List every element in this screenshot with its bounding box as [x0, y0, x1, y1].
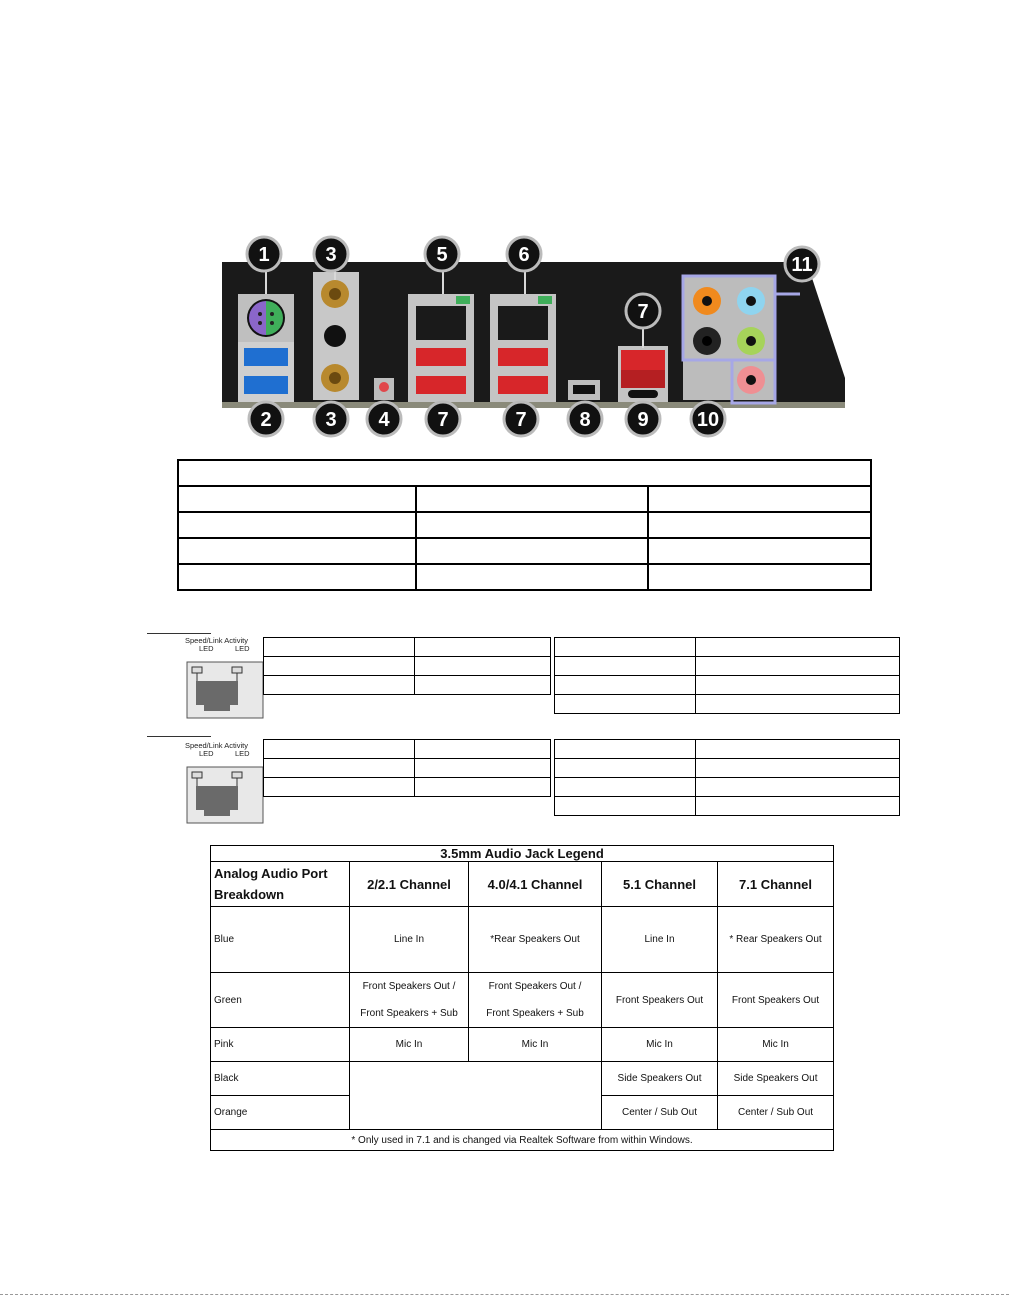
table-row	[264, 676, 551, 695]
table-cell	[555, 759, 696, 778]
table-cell	[648, 512, 871, 538]
led-caption-right: LED	[235, 749, 250, 758]
cell-line: Front Speakers Out /	[488, 981, 582, 992]
svg-text:6: 6	[518, 244, 530, 266]
legend-column-header: 5.1 Channel	[602, 862, 718, 907]
table-row	[555, 638, 900, 657]
callout-badge-8	[568, 402, 602, 436]
table-cell	[415, 676, 551, 695]
table-cell	[696, 657, 900, 676]
table-row	[555, 797, 900, 816]
table-cell: Side Speakers Out	[602, 1062, 718, 1096]
io-panel-illustration	[200, 230, 860, 445]
callout-badge-7-lan1	[426, 402, 460, 436]
table-cell	[555, 657, 696, 676]
table-cell: Mic In	[350, 1028, 469, 1062]
table-row	[555, 778, 900, 797]
table-cell	[696, 676, 900, 695]
table-row	[555, 657, 900, 676]
svg-text:9: 9	[637, 409, 649, 431]
table-cell	[416, 564, 648, 590]
led-divider-line	[147, 736, 211, 737]
table-cell	[696, 778, 900, 797]
table-cell: Front Speakers Out	[718, 973, 834, 1028]
table-cell	[648, 538, 871, 564]
table-row	[264, 657, 551, 676]
lan-port-2-stack	[490, 294, 556, 402]
callout-badge-6	[507, 237, 541, 271]
callout-badge-7-top	[626, 294, 660, 328]
table-cell	[416, 512, 648, 538]
led-activity-table-2b	[554, 739, 900, 816]
svg-text:3: 3	[325, 409, 337, 431]
table-cell	[415, 638, 551, 657]
ps2-port	[238, 294, 294, 342]
row-label-blue: Blue	[211, 907, 350, 973]
row-label-pink: Pink	[211, 1028, 350, 1062]
legend-title: 3.5mm Audio Jack Legend	[211, 846, 834, 862]
table-cell	[178, 564, 416, 590]
svg-text:5: 5	[436, 244, 448, 266]
callout-badge-7-lan2	[504, 402, 538, 436]
svg-text:10: 10	[696, 409, 720, 431]
table-cell	[415, 657, 551, 676]
row-label-green: Green	[211, 973, 350, 1028]
callout-badge-3-bottom	[314, 402, 348, 436]
callout-badge-4	[367, 402, 401, 436]
legend-corner-header: Analog Audio Port Breakdown	[211, 862, 350, 907]
table-cell	[555, 797, 696, 816]
table-row	[264, 740, 551, 759]
svg-text:7: 7	[437, 409, 449, 431]
table-row	[555, 676, 900, 695]
cell-line: Front Speakers + Sub	[486, 1008, 584, 1019]
svg-text:7: 7	[637, 301, 649, 323]
table-cell	[264, 676, 415, 695]
led-speed-table-2a	[263, 739, 551, 797]
svg-text:1: 1	[258, 244, 270, 266]
callout-badge-11	[785, 247, 819, 281]
callout-badge-9	[626, 402, 660, 436]
lan-port-1-stack	[408, 294, 474, 402]
usb-typec-stack	[618, 346, 668, 402]
table-cell	[416, 486, 648, 512]
table-row	[178, 538, 871, 564]
table-row	[211, 846, 834, 862]
led-caption-right: LED	[235, 644, 250, 653]
page-bottom-rule	[0, 1294, 1009, 1295]
legend-column-header: 2/2.1 Channel	[350, 862, 469, 907]
table-cell	[178, 512, 416, 538]
table-row	[264, 759, 551, 778]
table-cell	[555, 740, 696, 759]
table-row	[555, 740, 900, 759]
led-activity-table-1b	[554, 637, 900, 714]
table-cell	[555, 778, 696, 797]
table-cell: Front Speakers Out	[602, 973, 718, 1028]
led-caption-top: Speed/Link Activity	[185, 636, 248, 645]
table-cell: Mic In	[469, 1028, 602, 1062]
table-cell: Center / Sub Out	[602, 1096, 718, 1130]
svg-text:8: 8	[579, 409, 591, 431]
led-caption-left: LED	[199, 749, 214, 758]
table-cell	[415, 740, 551, 759]
table-row	[211, 862, 834, 907]
rj45-jack-icon	[186, 652, 264, 730]
legend-column-header: 7.1 Channel	[718, 862, 834, 907]
table-cell: Center / Sub Out	[718, 1096, 834, 1130]
table-cell	[415, 778, 551, 797]
table-cell	[648, 486, 871, 512]
table-cell: Line In	[602, 907, 718, 973]
table-cell	[415, 759, 551, 778]
table-cell	[696, 740, 900, 759]
table-row	[264, 778, 551, 797]
svg-text:11: 11	[791, 254, 813, 276]
table-cell	[416, 538, 648, 564]
table-cell: * Rear Speakers Out	[718, 907, 834, 973]
table-row	[555, 759, 900, 778]
row-label-orange: Orange	[211, 1096, 350, 1130]
cell-line: Front Speakers Out /	[362, 981, 456, 992]
table-cell	[555, 695, 696, 714]
table-cell	[555, 676, 696, 695]
clear-cmos-button	[374, 378, 394, 400]
table-row	[211, 973, 834, 1028]
empty-merged-cell	[350, 1062, 602, 1130]
table-cell	[178, 538, 416, 564]
table-cell: Side Speakers Out	[718, 1062, 834, 1096]
svg-text:2: 2	[260, 409, 272, 431]
table-cell	[264, 740, 415, 759]
table-row	[178, 460, 871, 486]
table-row	[178, 564, 871, 590]
table-cell	[469, 973, 602, 1028]
table-row	[211, 1062, 834, 1096]
callout-badge-10	[691, 402, 725, 436]
callout-badge-3-top	[314, 237, 348, 271]
wifi-antenna-connectors	[313, 272, 359, 400]
audio-jack-legend-table	[210, 845, 834, 1151]
table-cell	[264, 638, 415, 657]
port-table	[177, 459, 872, 591]
legend-footnote: * Only used in 7.1 and is changed via Realtek Software from within Windows.	[211, 1130, 834, 1151]
callout-badge-1	[247, 237, 281, 271]
table-row	[178, 486, 871, 512]
led-speed-table-1a	[263, 637, 551, 695]
row-label-black: Black	[211, 1062, 350, 1096]
table-row	[211, 1028, 834, 1062]
table-cell	[648, 564, 871, 590]
rj45-jack-icon	[186, 757, 264, 835]
table-row	[211, 907, 834, 973]
table-cell	[264, 759, 415, 778]
cell-line: Front Speakers + Sub	[360, 1008, 458, 1019]
table-cell	[696, 638, 900, 657]
table-row	[555, 695, 900, 714]
table-cell	[264, 778, 415, 797]
svg-text:7: 7	[515, 409, 527, 431]
usb3-ports	[238, 342, 294, 402]
led-divider-line	[147, 633, 211, 634]
svg-text:3: 3	[325, 244, 337, 266]
mini-displayport	[568, 380, 600, 400]
callout-badge-5	[425, 237, 459, 271]
table-row	[211, 1130, 834, 1151]
table-row	[264, 638, 551, 657]
table-cell	[555, 638, 696, 657]
table-cell	[696, 695, 900, 714]
led-caption-left: LED	[199, 644, 214, 653]
legend-column-header: 4.0/4.1 Channel	[469, 862, 602, 907]
table-cell: *Rear Speakers Out	[469, 907, 602, 973]
svg-text:4: 4	[378, 409, 390, 431]
table-cell: Mic In	[718, 1028, 834, 1062]
table-cell	[696, 797, 900, 816]
callout-badge-2	[249, 402, 283, 436]
table-cell	[178, 460, 871, 486]
led-caption-top: Speed/Link Activity	[185, 741, 248, 750]
table-cell	[178, 486, 416, 512]
table-row	[178, 512, 871, 538]
table-cell	[264, 657, 415, 676]
table-cell	[696, 759, 900, 778]
table-cell	[350, 973, 469, 1028]
table-cell: Line In	[350, 907, 469, 973]
table-cell: Mic In	[602, 1028, 718, 1062]
